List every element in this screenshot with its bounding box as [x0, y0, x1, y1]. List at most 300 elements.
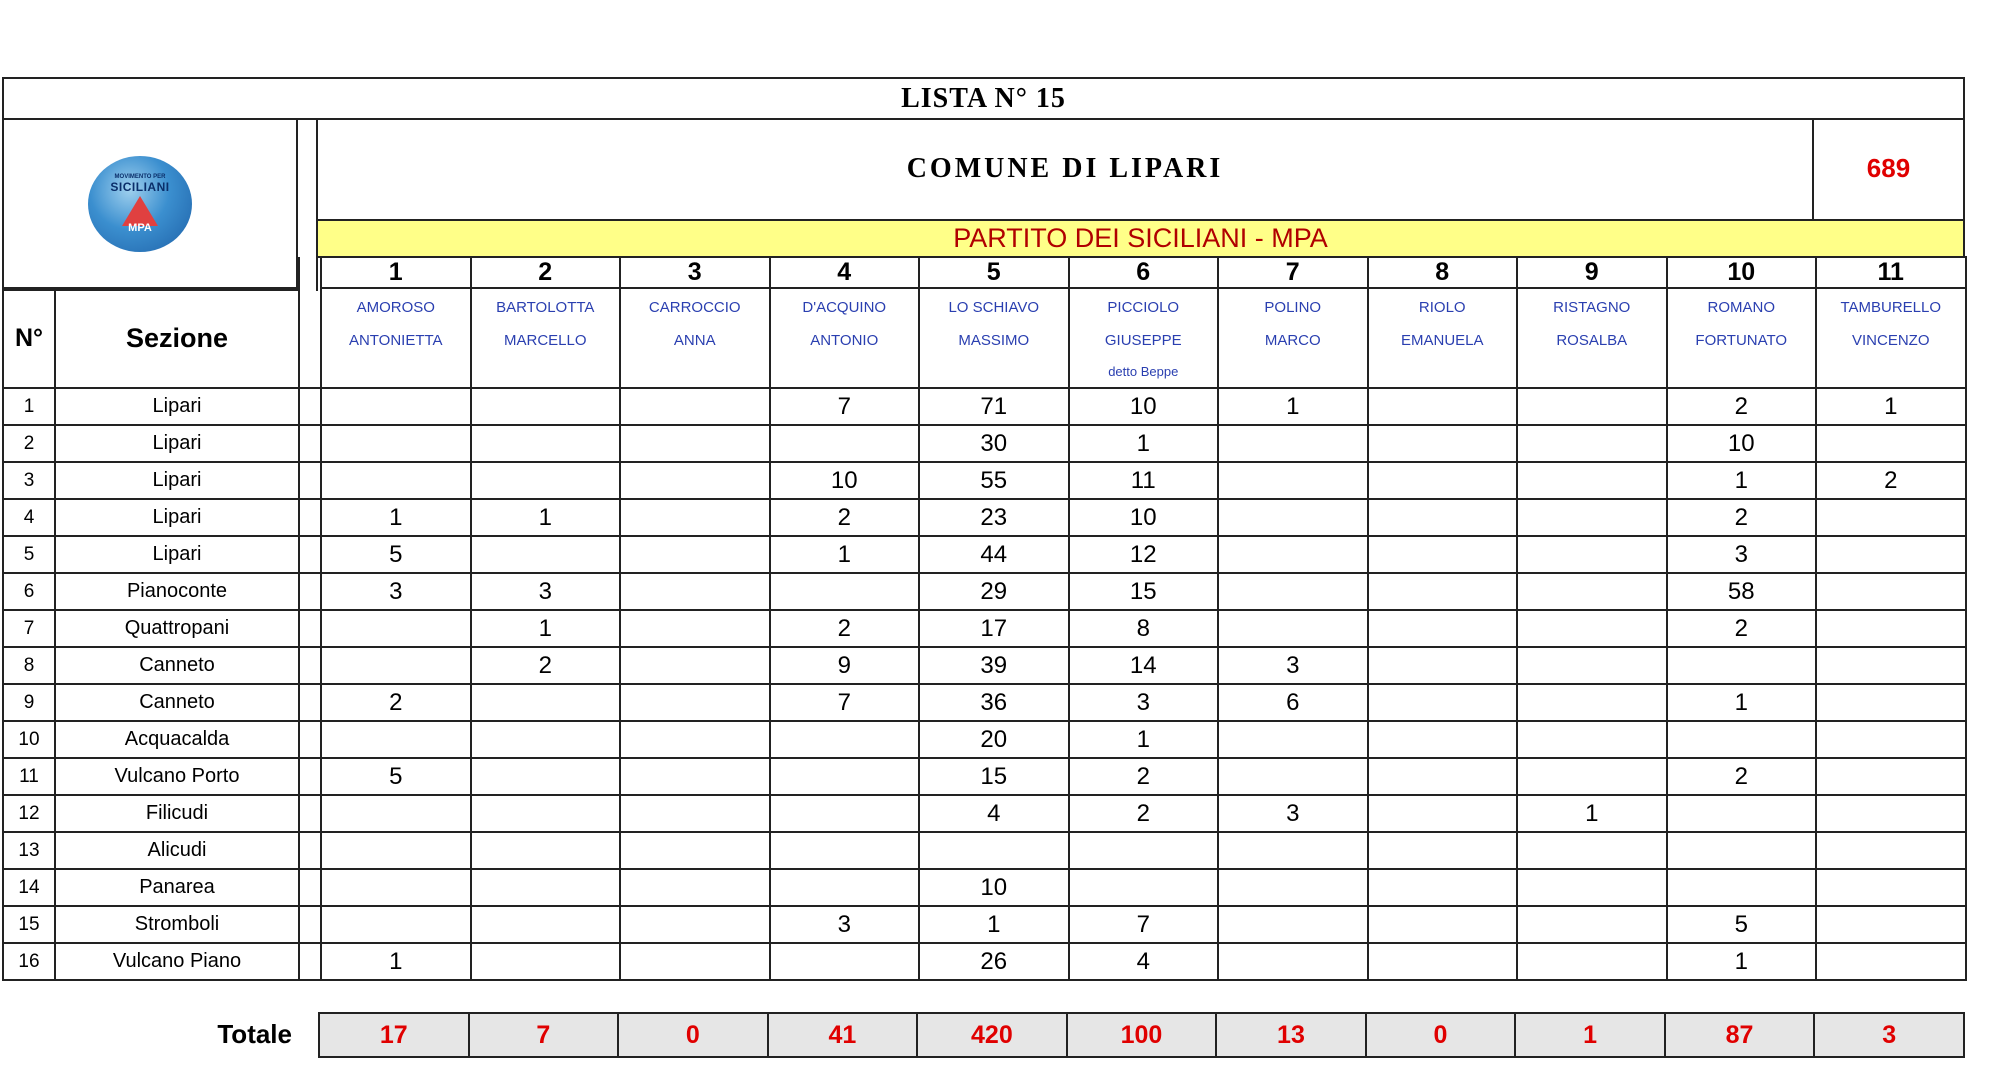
vote-cell: 4 [919, 795, 1069, 832]
vote-cell [321, 869, 471, 906]
candidate-surname: AMOROSO [356, 299, 435, 316]
vote-cell [1816, 647, 1966, 684]
vote-cell [620, 610, 770, 647]
vote-cell: 7 [770, 388, 920, 425]
section-number: 16 [3, 943, 55, 980]
vote-cell [1218, 721, 1368, 758]
vote-cell [1816, 499, 1966, 536]
spacer-cell [299, 288, 321, 388]
table-row [3, 684, 1966, 721]
vote-cell: 1 [1667, 462, 1817, 499]
vote-cell: 1 [1069, 425, 1219, 462]
total-cell: 7 [469, 1013, 619, 1057]
vote-cell [1368, 832, 1518, 869]
vote-cell: 15 [1069, 573, 1219, 610]
spacer-cell [299, 684, 321, 721]
vote-cell: 3 [471, 573, 621, 610]
vote-cell [321, 721, 471, 758]
section-number: 1 [3, 388, 55, 425]
vote-cell: 23 [919, 499, 1069, 536]
vote-cell [1667, 832, 1817, 869]
section-name: Pianoconte [55, 573, 299, 610]
section-name: Filicudi [55, 795, 299, 832]
table-row [3, 758, 1966, 795]
candidate-number: 4 [770, 257, 920, 288]
vote-cell [1517, 832, 1667, 869]
spacer-cell [299, 832, 321, 869]
candidate-name [620, 288, 770, 388]
candidate-number: 7 [1218, 257, 1368, 288]
section-number: 3 [3, 462, 55, 499]
vote-cell [1517, 869, 1667, 906]
vote-cell [1816, 795, 1966, 832]
table-row [3, 499, 1966, 536]
vote-cell [1218, 610, 1368, 647]
vote-cell [620, 536, 770, 573]
vote-cell [1816, 684, 1966, 721]
vote-cell: 1 [1667, 943, 1817, 980]
section-number: 8 [3, 647, 55, 684]
vote-cell [1218, 573, 1368, 610]
vote-cell [1667, 795, 1817, 832]
vote-cell [471, 388, 621, 425]
spacer-cell [299, 499, 321, 536]
section-number: 12 [3, 795, 55, 832]
candidate-number: 1 [321, 257, 471, 288]
section-number: 9 [3, 684, 55, 721]
vote-cell: 29 [919, 573, 1069, 610]
vote-cell [471, 758, 621, 795]
candidate-nickname: detto Beppe [1108, 364, 1179, 379]
vote-cell [1368, 462, 1518, 499]
vote-cell: 1 [1517, 795, 1667, 832]
spacer-cell [299, 795, 321, 832]
vote-cell: 2 [770, 499, 920, 536]
vote-cell [1816, 721, 1966, 758]
vote-cell [471, 462, 621, 499]
logo-name-text: SICILIANI [110, 180, 170, 194]
vote-cell [471, 906, 621, 943]
vote-cell: 1 [919, 906, 1069, 943]
candidate-firstname: MASSIMO [958, 332, 1030, 349]
candidate-name [770, 288, 920, 388]
candidate-surname: ROMANO [1707, 299, 1775, 316]
vote-cell: 1 [1069, 721, 1219, 758]
total-cell: 100 [1067, 1013, 1217, 1057]
spacer-cell [299, 536, 321, 573]
vote-cell [620, 499, 770, 536]
candidate-surname: PICCIOLO [1107, 299, 1180, 316]
candidate-name [1816, 288, 1966, 388]
vote-cell: 1 [471, 499, 621, 536]
vote-cell: 2 [1667, 758, 1817, 795]
vote-cell: 10 [770, 462, 920, 499]
vote-cell: 1 [471, 610, 621, 647]
vote-cell [321, 647, 471, 684]
vote-cell: 2 [471, 647, 621, 684]
vote-cell [471, 943, 621, 980]
vote-cell: 3 [1069, 684, 1219, 721]
vote-cell [620, 832, 770, 869]
vote-cell [1368, 758, 1518, 795]
vote-cell [1517, 943, 1667, 980]
candidate-firstname: ANTONIETTA [348, 332, 443, 349]
section-number: 14 [3, 869, 55, 906]
vote-cell [620, 573, 770, 610]
vote-cell: 2 [321, 684, 471, 721]
vote-cell: 1 [1816, 388, 1966, 425]
vote-cell: 2 [770, 610, 920, 647]
section-number: 2 [3, 425, 55, 462]
candidate-surname: POLINO [1264, 299, 1322, 316]
vote-cell: 2 [1667, 388, 1817, 425]
vote-cell [1816, 832, 1966, 869]
total-cell: 0 [618, 1013, 768, 1057]
vote-cell: 10 [1069, 388, 1219, 425]
spacer-cell [299, 721, 321, 758]
vote-cell [1517, 647, 1667, 684]
vote-cell [471, 832, 621, 869]
table-row [3, 869, 1966, 906]
candidate-surname: BARTOLOTTA [496, 299, 595, 316]
section-number: 5 [3, 536, 55, 573]
vote-cell: 39 [919, 647, 1069, 684]
total-cell: 41 [768, 1013, 918, 1057]
section-name: Lipari [55, 536, 299, 573]
vote-cell [620, 758, 770, 795]
vote-cell [1816, 610, 1966, 647]
candidate-number: 3 [620, 257, 770, 288]
candidate-number: 2 [471, 257, 621, 288]
vote-cell [1368, 610, 1518, 647]
vote-cell [1517, 536, 1667, 573]
section-number: 15 [3, 906, 55, 943]
vote-cell: 11 [1069, 462, 1219, 499]
candidate-name [1368, 288, 1518, 388]
vote-cell [1368, 573, 1518, 610]
vote-cell: 71 [919, 388, 1069, 425]
vote-cell [1368, 536, 1518, 573]
spacer-cell [299, 869, 321, 906]
spacer-cell [299, 943, 321, 980]
vote-cell [919, 832, 1069, 869]
candidate-surname: CARROCCIO [648, 299, 741, 316]
section-number: 6 [3, 573, 55, 610]
candidate-firstname: EMANUELA [1400, 332, 1484, 349]
vote-cell: 4 [1069, 943, 1219, 980]
vote-cell [471, 536, 621, 573]
vote-cell [1368, 425, 1518, 462]
section-number: 7 [3, 610, 55, 647]
vote-cell: 2 [1816, 462, 1966, 499]
comune-title: COMUNE DI LIPARI [318, 118, 1814, 221]
party-banner: PARTITO DEI SICILIANI - MPA [318, 221, 1965, 258]
vote-cell [770, 795, 920, 832]
vote-cell [321, 795, 471, 832]
vote-cell [620, 795, 770, 832]
vote-cell: 26 [919, 943, 1069, 980]
vote-cell: 2 [1069, 795, 1219, 832]
total-cell: 420 [917, 1013, 1067, 1057]
vote-cell [1816, 943, 1966, 980]
vote-cell: 2 [1667, 499, 1817, 536]
vote-cell [1667, 647, 1817, 684]
table-row [3, 462, 1966, 499]
section-name: Lipari [55, 499, 299, 536]
vote-cell: 5 [321, 758, 471, 795]
candidate-number: 10 [1667, 257, 1817, 288]
vote-cell [1816, 758, 1966, 795]
vote-cell: 1 [770, 536, 920, 573]
vote-cell [1517, 499, 1667, 536]
vote-cell [1667, 721, 1817, 758]
vote-cell: 15 [919, 758, 1069, 795]
n-header: N° [3, 288, 55, 388]
spacer-cell [299, 257, 321, 288]
vote-cell [1218, 758, 1368, 795]
vote-cell [321, 425, 471, 462]
vote-cell: 10 [1069, 499, 1219, 536]
candidate-number: 5 [919, 257, 1069, 288]
vote-cell: 2 [1069, 758, 1219, 795]
table-row [3, 721, 1966, 758]
candidate-surname: TAMBURELLO [1840, 299, 1942, 316]
spacer-cell [299, 425, 321, 462]
section-name: Panarea [55, 869, 299, 906]
vote-cell [620, 647, 770, 684]
candidate-surname: RIOLO [1418, 299, 1466, 316]
vote-cell [1517, 684, 1667, 721]
vote-cell [1368, 795, 1518, 832]
candidate-firstname: GIUSEPPE [1104, 332, 1182, 349]
total-cell: 13 [1216, 1013, 1366, 1057]
section-name: Lipari [55, 425, 299, 462]
vote-cell: 20 [919, 721, 1069, 758]
section-name: Vulcano Porto [55, 758, 299, 795]
vote-cell [471, 869, 621, 906]
vote-cell [770, 721, 920, 758]
candidate-surname: RISTAGNO [1553, 299, 1631, 316]
vote-cell [1218, 832, 1368, 869]
candidate-surname: LO SCHIAVO [948, 299, 1040, 316]
vote-cell: 17 [919, 610, 1069, 647]
vote-cell: 2 [1667, 610, 1817, 647]
vote-cell [770, 832, 920, 869]
vote-cell [321, 832, 471, 869]
vote-cell [620, 425, 770, 462]
vote-cell [770, 943, 920, 980]
vote-cell [1218, 462, 1368, 499]
vote-cell: 3 [770, 906, 920, 943]
candidate-name [321, 288, 471, 388]
vote-cell [1218, 536, 1368, 573]
spacer-cell [299, 758, 321, 795]
totals-table [318, 1012, 1965, 1058]
vote-cell [1368, 499, 1518, 536]
vote-cell [770, 869, 920, 906]
candidate-number: 9 [1517, 257, 1667, 288]
vote-cell [1816, 869, 1966, 906]
vote-cell [1517, 758, 1667, 795]
candidate-firstname: MARCO [1264, 332, 1321, 349]
vote-cell: 1 [321, 943, 471, 980]
candidate-name [1517, 288, 1667, 388]
logo-bottom-text: MPA [128, 222, 152, 234]
vote-cell [1069, 869, 1219, 906]
vote-cell: 8 [1069, 610, 1219, 647]
vote-cell: 1 [1218, 388, 1368, 425]
table-row [3, 795, 1966, 832]
candidate-name [919, 288, 1069, 388]
vote-cell [1368, 388, 1518, 425]
vote-cell [620, 943, 770, 980]
vote-cell: 5 [321, 536, 471, 573]
candidate-firstname: MARCELLO [503, 332, 587, 349]
total-cell: 3 [1814, 1013, 1964, 1057]
table-row [3, 536, 1966, 573]
spacer-cell [299, 462, 321, 499]
vote-cell [1368, 869, 1518, 906]
vote-cell: 58 [1667, 573, 1817, 610]
vote-cell [1517, 573, 1667, 610]
vote-cell [1218, 499, 1368, 536]
section-name: Alicudi [55, 832, 299, 869]
votes-table [2, 256, 1967, 981]
section-number: 10 [3, 721, 55, 758]
spacer-cell [299, 647, 321, 684]
vote-cell [1218, 906, 1368, 943]
vote-cell [1218, 869, 1368, 906]
section-name: Acquacalda [55, 721, 299, 758]
candidate-firstname: ANTONIO [810, 332, 879, 349]
vote-cell: 10 [919, 869, 1069, 906]
sezione-header: Sezione [55, 288, 299, 388]
vote-cell [770, 573, 920, 610]
vote-cell [471, 684, 621, 721]
candidate-number: 11 [1816, 257, 1966, 288]
vote-cell [1517, 388, 1667, 425]
vote-cell [620, 869, 770, 906]
vote-cell [1368, 721, 1518, 758]
candidate-name [1667, 288, 1817, 388]
vote-cell [471, 721, 621, 758]
section-name: Lipari [55, 388, 299, 425]
vote-cell [1816, 425, 1966, 462]
vote-cell: 14 [1069, 647, 1219, 684]
spacer-cell [299, 388, 321, 425]
vote-cell [620, 684, 770, 721]
totals-row [319, 1013, 1964, 1057]
vote-cell [1517, 610, 1667, 647]
total-cell: 0 [1366, 1013, 1516, 1057]
vote-cell [321, 462, 471, 499]
vote-cell: 3 [1667, 536, 1817, 573]
vote-cell [1368, 906, 1518, 943]
table-row [3, 906, 1966, 943]
section-name: Canneto [55, 684, 299, 721]
section-number: 13 [3, 832, 55, 869]
table-row [3, 647, 1966, 684]
vote-cell [770, 758, 920, 795]
candidate-surname: D'ACQUINO [802, 299, 887, 316]
vote-cell [1069, 832, 1219, 869]
vote-cell [1517, 721, 1667, 758]
vote-cell: 9 [770, 647, 920, 684]
vote-cell: 7 [1069, 906, 1219, 943]
vote-cell: 3 [1218, 647, 1368, 684]
vote-cell: 1 [321, 499, 471, 536]
totale-label: Totale [217, 1018, 292, 1049]
section-name: Lipari [55, 462, 299, 499]
candidate-firstname: ROSALBA [1556, 332, 1628, 349]
table-row [3, 832, 1966, 869]
vote-cell [1368, 647, 1518, 684]
vote-cell [1667, 869, 1817, 906]
vote-cell [1517, 425, 1667, 462]
candidate-name [1069, 288, 1219, 388]
section-name: Canneto [55, 647, 299, 684]
vote-cell: 3 [321, 573, 471, 610]
total-cell: 17 [319, 1013, 469, 1057]
total-cell: 1 [1515, 1013, 1665, 1057]
vote-cell [770, 425, 920, 462]
logo-top-text: MOVIMENTO PER [114, 174, 166, 180]
vote-cell [1218, 943, 1368, 980]
vote-cell: 3 [1218, 795, 1368, 832]
section-name: Quattropani [55, 610, 299, 647]
vote-cell: 36 [919, 684, 1069, 721]
vote-cell [471, 795, 621, 832]
vote-cell [321, 906, 471, 943]
spacer-cell [299, 610, 321, 647]
candidate-number: 8 [1368, 257, 1518, 288]
candidate-firstname: FORTUNATO [1695, 332, 1788, 349]
candidate-firstname: VINCENZO [1851, 332, 1930, 349]
vote-cell [1816, 906, 1966, 943]
table-row [3, 388, 1966, 425]
mpa-logo [88, 156, 192, 252]
spacer-cell [299, 906, 321, 943]
section-number: 4 [3, 499, 55, 536]
vote-cell: 1 [1667, 684, 1817, 721]
vote-cell: 12 [1069, 536, 1219, 573]
candidate-name-row [3, 288, 1966, 388]
vote-cell [620, 906, 770, 943]
vote-cell [321, 610, 471, 647]
total-cell: 87 [1665, 1013, 1815, 1057]
table-row [3, 573, 1966, 610]
vote-cell [321, 388, 471, 425]
blank-corner [3, 257, 299, 288]
candidate-name [1218, 288, 1368, 388]
spacer-cell [299, 573, 321, 610]
vote-cell [1368, 943, 1518, 980]
vote-cell: 10 [1667, 425, 1817, 462]
vote-cell: 7 [770, 684, 920, 721]
vote-cell [1517, 906, 1667, 943]
vote-cell [1816, 573, 1966, 610]
vote-cell [471, 425, 621, 462]
lista-title: LISTA N° 15 [2, 77, 1965, 120]
vote-cell: 30 [919, 425, 1069, 462]
total-votes: 689 [1814, 118, 1965, 221]
candidate-number-row [3, 257, 1966, 288]
vote-cell [620, 721, 770, 758]
section-name: Vulcano Piano [55, 943, 299, 980]
vote-cell [1517, 462, 1667, 499]
table-row [3, 425, 1966, 462]
candidate-name [471, 288, 621, 388]
